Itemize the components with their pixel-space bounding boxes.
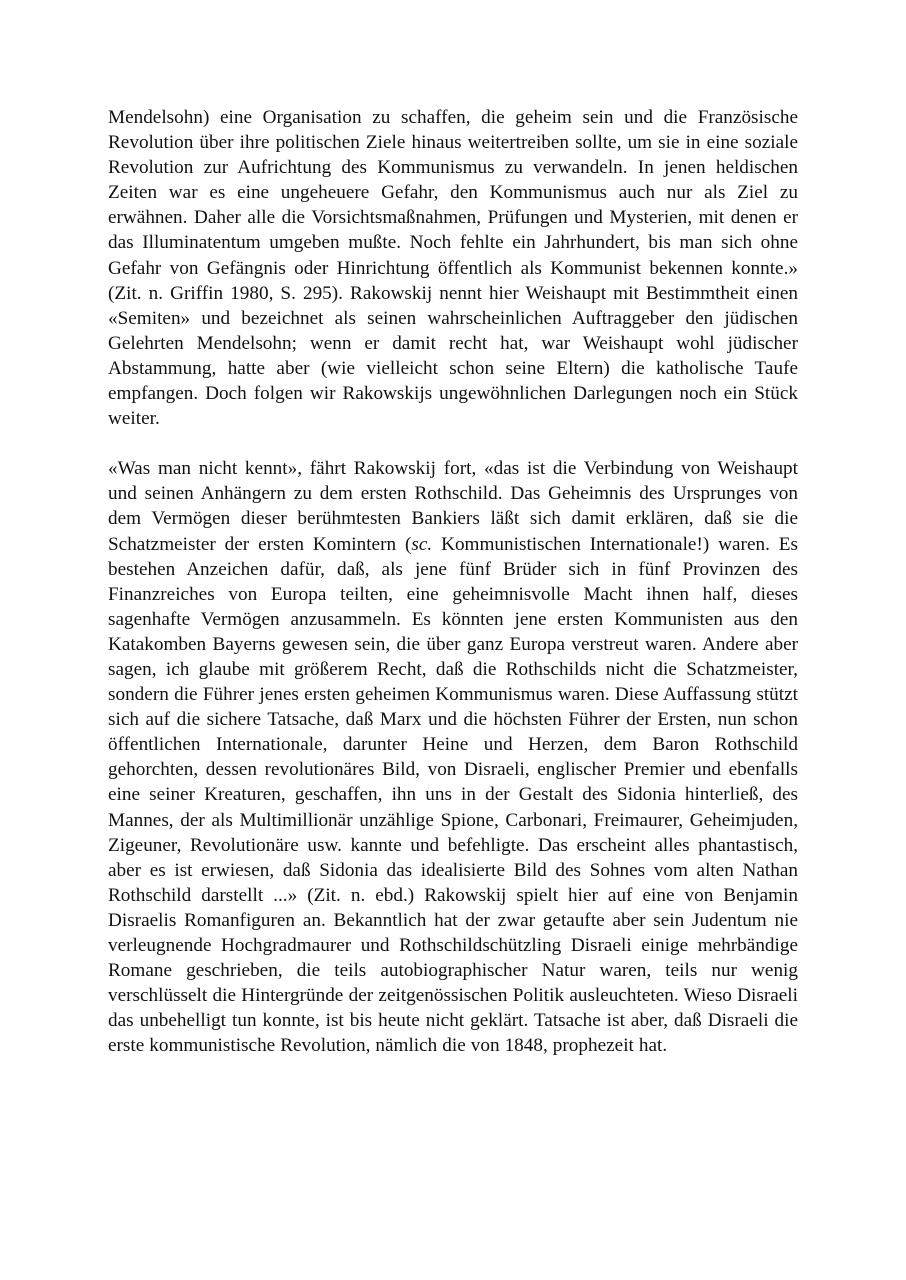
paragraph-2-segment-1: «Was man nicht kennt», fährt Rakowskij fort, «das ist die Verbindung von Weishaupt und seinen Anhängern zu dem ersten Rothschild. Das Geheimnis des Ursprunges von dem Vermögen dieser berühmtesten Bankiers läßt sich damit erklären, daß sie die Schatzmeister der ersten Komintern ( [108, 458, 798, 555]
paragraph-2 [108, 456, 798, 1058]
paragraph-2-segment-3: Kommunistischen Internationale!) waren. Es bestehen Anzeichen dafür, daß, als jene fünf Brüder sich in fünf Provinzen des Finanzreiches von Europa teilten, eine geheimnisvolle Macht ihnen half, dieses sagenhafte Vermögen anzusammeln. Es könnten jene ersten Kommunisten aus den Katakomben Bayerns gewesen sein, die über ganz Europa verstreut waren. Andere aber sagen, ich glaube mit größerem Recht, daß die Rothschilds nicht die Schatzmeister, sondern die Führer jenes ersten geheimen Kommunismus waren. Diese Auffassung stützt sich auf die sichere Tatsache, daß Marx und die höchsten Führer der Ersten, nun schon öffentlichen Internationale, darunter Heine und Herzen, dem Baron Rothschild gehorchten, dessen revolutionäres Bild, von Disraeli, englischer Premier und ebenfalls eine seiner Kreaturen, geschaffen, ihn uns in der Gestalt des Sidonia hinterließ, des Mannes, der als Multimillionär unzählige Spione, Carbonari, Freimaurer, Geheimjuden, Zigeuner, Revolutionäre usw. kannte und befehligte. Das erscheint alles phantastisch, aber es ist erwiesen, daß Sidonia das idealisierte Bild des Sohnes vom alten Nathan Rothschild darstellt ...» (Zit. n. ebd.) Rakowskij spielt hier auf eine von Benjamin Disraelis Romanfiguren an. Bekanntlich hat der zwar getaufte aber sein Judentum nie verleugnende Hochgradmaurer und Rothschildschützling Disraeli einige mehrbändige Romane geschrieben, die teils autobiographischer Natur waren, teils nur wenig verschlüsselt die Hintergründe der zeitgenössischen Politik ausleuchteten. Wieso Disraeli das unbehelligt tun konnte, ist bis heute nicht geklärt. Tatsache ist aber, daß Disraeli die erste kommunistische Revolution, nämlich die von 1848, prophezeit hat. [108, 533, 798, 1057]
paragraph-2-segment-italic-sc: sc. [411, 533, 433, 555]
paragraph-1: Mendelsohn) eine Organisation zu schaffen, die geheim sein und die Französische Revolution über ihre politischen Ziele hinaus weitertreiben sollte, um sie in eine soziale Revolution zur Aufrichtung des Kommunismus zu verwandeln. In jenen heldischen Zeiten war es eine ungeheuere Gefahr, den Kommunismus auch nur als Ziel zu erwähnen. Daher alle die Vorsichtsmaßnahmen, Prüfungen und Mysterien, mit denen er das Illuminatentum umgeben mußte. Noch fehlte ein Jahrhundert, bis man sich ohne Gefahr von Gefängnis oder Hinrichtung öffentlich als Kommunist bekennen konnte.» (Zit. n. Griffin 1980, S. 295). Rakowskij nennt hier Weishaupt mit Bestimmtheit einen «Semiten» und bezeichnet als seinen wahrscheinlichen Auftraggeber den jüdischen Gelehrten Mendelsohn; wenn er damit recht hat, war Weishaupt wohl jüdischer Abstammung, hatte aber (wie vielleicht schon seine Eltern) die katholische Taufe empfangen. Doch folgen wir Rakowskijs ungewöhnlichen Darlegungen noch ein Stück weiter. [108, 107, 798, 430]
text-column [108, 105, 798, 1058]
